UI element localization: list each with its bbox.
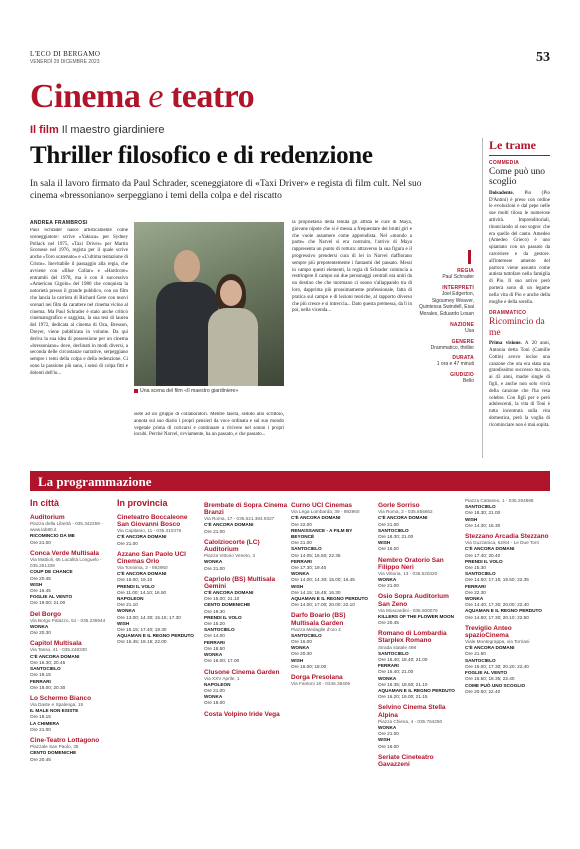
film-listing-title: COME PUÒ UNO SCOGLIO: [465, 682, 526, 688]
program-column: [30, 498, 114, 838]
film-listing-time: Ore 21.00: [204, 528, 225, 534]
film-listing-time: Ore 16.50; 18.35; 22.40: [465, 676, 515, 682]
film-listing-title: C'È ANCORA DOMANI: [204, 590, 254, 596]
program-area-title: In provincia: [117, 498, 168, 508]
sidebar-plots: [482, 138, 550, 458]
section-title-amp: e: [148, 78, 163, 115]
film-listing-title: AQUAMAN E IL REGNO PERDUTO: [378, 688, 455, 694]
article-body-col2: siete ad un gruppo di collaboratori. Mentre lasera, seduto allo scrittoio, annota sul suo diario i propri pensieri da voce ordinata e sul suo mondo vegetale prima di coricarsi e continuare a rivivere nel sonno i propri incubi. Perché Narvel, ovviamente, ha un passato, e che passato...: [134, 412, 284, 438]
film-listing-time: Ore 22.00: [291, 521, 312, 527]
sidebar-film-1: Come può uno scoglio: [489, 167, 545, 188]
program-area-title: In città: [30, 498, 60, 508]
film-listing-title: SANTOCIELO: [378, 650, 409, 656]
film-listing-time: Ore 14.00: [204, 633, 225, 639]
cinema-name: Treviglio Anteo spazioCinema: [465, 624, 512, 639]
film-listing-title: WISH: [117, 620, 130, 626]
program-column: [117, 498, 201, 838]
film-listing-time: Ore 16.00: [378, 546, 399, 552]
film-listing-title: WONKA: [291, 571, 310, 577]
film-listing-title: AQUAMAN E IL REGNO PERDUTO: [117, 633, 194, 639]
film-listing-title: WONKA: [204, 652, 223, 658]
film-listing-time: Ore 21.00: [30, 726, 51, 732]
film-listing-time: Ore 21.00: [30, 539, 51, 545]
cinema-address: Via Tasso, 41 - 035.248330: [30, 647, 87, 653]
film-listing-title: WONKA: [378, 675, 397, 681]
film-listing-title: CENTO DOMENICHE: [30, 750, 77, 756]
cinema-name: Capriolo (BS) Multisala Gemini: [204, 575, 276, 590]
film-listing-title: IL MALE NON ESISTE: [30, 708, 79, 714]
sidebar-title: Le trame: [489, 138, 536, 152]
cinema-name: Stezzano Arcadia Stezzano: [465, 533, 549, 541]
film-listing-time: Ore 21.10: [117, 602, 138, 608]
cinema-name: Costa Volpino Iride Vega: [204, 710, 280, 718]
film-listing-time: Ore 16.45; 19.15; 22.00: [117, 639, 167, 645]
section-title: [30, 80, 254, 114]
cinema-address: Via Mattioli, 65 Località Longuelo - 035.251339: [30, 556, 102, 569]
cinema-address: Via Borgo Palazzo, 51 - 035.236944: [30, 617, 106, 623]
film-listing-title: AQUAMAN E IL REGNO PERDUTO: [465, 608, 542, 614]
film-listing-title: CENTO DOMENICHE: [204, 602, 251, 608]
cinema-name: Cineteatro Boccaleone San Giovanni Bosco: [117, 513, 188, 529]
film-listing-time: Ore 16.30; 20.45: [30, 659, 66, 665]
film-listing-title: C'È ANCORA DOMANI: [117, 534, 167, 540]
cinema-name: Nembro Oratorio San Filippo Neri: [378, 556, 444, 571]
fact-item: [418, 285, 474, 318]
film-listing-title: WONKA: [378, 577, 397, 583]
photo-caption: Una scena del film «Il maestro giardiniere»: [134, 388, 284, 394]
cinema-address: Piazza Vittorio Veneto, 3: [204, 553, 255, 559]
film-listing-time: Ore 19.00; 21.00: [30, 600, 66, 606]
film-listing-title: PRENDI IL VOLO: [117, 583, 155, 589]
film-listing-time: Ore 16.35; 18.50; 21.10: [378, 681, 428, 687]
newspaper-name: L'ECO DI BERGAMO: [30, 50, 101, 58]
article-headline: Thriller filosofico e di redenzione: [30, 142, 373, 169]
cinema-address: Piazza Cattaneo, 1 - 035.294868: [465, 498, 534, 503]
film-listing-title: PRENDI IL VOLO: [204, 614, 242, 620]
film-listing-title: LA CHIMERA: [30, 720, 60, 726]
film-listing-time: Ore 21.00: [117, 540, 138, 546]
film-listing-title: SANTOCIELO: [291, 546, 322, 552]
fact-item: [418, 355, 474, 368]
film-listing-title: C'È ANCORA DOMANI: [465, 645, 515, 651]
factbox-marker: [468, 250, 471, 264]
programming-header: [30, 471, 550, 491]
film-listing-time: Ore 21.00: [378, 583, 399, 589]
film-listing-time: Ore 16.40; 21.00: [378, 669, 414, 675]
cinema-address: Via Daste e Spalenga, 15: [30, 702, 84, 708]
fact-value: 1 ora e 47 minuti: [436, 361, 474, 368]
film-listing-time: Ore 14.40; 17.30; 20.00; 22.40: [465, 602, 529, 608]
film-listing-title: FOGLIE AL VENTO: [465, 670, 508, 676]
article-body-col3: la proprietaria della tenuta gli affida le cure di Maya, giovane nipote che si è messa a frequentare dei brutti giri e che vuole assumere come apprendista. Nel «mondo a parte» che Narvel si era costruito, l'arrivo di Maya rappresenta un punto di rottura: attraverso la sua figura e il progressivo prendersi cura di lei in Narvel riaffiorano sempre più prepotentemente i fantasmi del passato. Messi in campo questi elementi, la regia di Schrader comincia a restringere il campo sui due personaggi centrali ora uniti da un destino che che mormano ci suono s'allappando tra di loro, dapprima più prossimamente professionale, fatta di pratica sul campo e di lezioni teoriche, al rapporto diverso che più cresce e si intreccia... Dato questa premessa, da lì in poi, nella vicenda...: [292, 220, 412, 314]
byline: ANDREA FRAMBROSI: [30, 220, 88, 226]
film-listing-title: WISH: [378, 540, 391, 546]
film-listing-title: NAPOLEON: [117, 596, 144, 602]
cinema-name: Darfo Boario (BS) Multisala Garden: [291, 612, 346, 627]
cinema-address: Piazza Chiesa, 4 - 035.764250: [378, 718, 443, 724]
film-listing-time: Ore 19.30: [204, 608, 225, 614]
film-listing-time: Ore 21.50: [465, 651, 486, 657]
film-listing-title: SANTOCIELO: [465, 657, 496, 663]
film-listing-time: Ore 21.00: [291, 540, 312, 546]
article-kicker: [30, 124, 165, 136]
film-listing-time: Ore 16.00: [378, 743, 399, 749]
cinema-name: Romano di Lombardia Starplex Romano: [378, 630, 447, 645]
film-listing-time: Ore 21.00: [204, 565, 225, 571]
film-listing-time: Ore 20.45: [378, 620, 399, 626]
fact-value: Bello: [462, 378, 474, 384]
film-listing-title: SANTOCIELO: [30, 666, 61, 672]
film-listing-title: SANTOCIELO: [204, 627, 235, 633]
kicker-label: Il film: [30, 124, 59, 136]
fact-value: Joel Edgerton, Sigourney Weaver, Quintessa Swindell, Esai Morales, Eduardo Losan: [418, 290, 474, 317]
cinema-address: Via XXV Aprile, 1: [204, 675, 240, 681]
masthead: [30, 50, 550, 70]
caption-square-icon: [134, 389, 138, 393]
film-listing-title: WISH: [465, 516, 478, 522]
cinema-name: Curno UCI Cinemas: [291, 502, 353, 509]
film-listing-title: SANTOCIELO: [291, 632, 322, 638]
film-listing-time: Ore 20.50; 22.40: [465, 688, 501, 694]
sidebar-plot-2: Prima visione. A 20 anni, Antonia detta Toni (Camille Cottin) avevo inciso una canzone che ora era stata una grandissimo successo ma ora, ai 43 anni, madre single di figli, e anche non solo vivrà della canzone che l'ha resa celebre. Con figli per e però adolescenti, la vita di Toni è tutta incentrata sulla vita domestica, però la voglia di ricominciare non è mai sopita.: [489, 341, 550, 428]
film-listing-title: FERRARI: [204, 639, 225, 645]
film-listing-time: Ore 16.00; 18.00: [291, 663, 327, 669]
film-listing-time: Ore 16.00; 19.10: [117, 577, 153, 583]
film-listing-time: Ore 16.45: [30, 587, 51, 593]
film-listing-title: WISH: [291, 657, 304, 663]
cinema-name: Dorga Presolana: [291, 674, 343, 682]
sidebar-genre-1: COMMEDIA: [489, 160, 520, 166]
cinema-address: Via Capitanio, 11 - 035.310376: [117, 528, 182, 534]
cinema-address: Via Tonnima, 2 - 892960: [117, 565, 168, 571]
cinema-address: Piazza della Libertà - 035.342259 - www.lab80.it: [30, 521, 103, 533]
article-subhead: In sala il lavoro firmato da Paul Schrader, sceneggiatore di «Taxi Driver» e regista di film cult. Nel suo cinema «bressoniano» serpeggiano i temi della colpa e del riscatto: [30, 179, 422, 202]
fact-label: REGIA: [457, 268, 474, 274]
film-listing-time: Ore 11.00; 14.10; 16.50: [117, 589, 167, 595]
section-title-a: Cinema: [30, 78, 141, 115]
sidebar-plot-1: Dolsadente. Pio (Pio D'Antini) è preso con ordine le evoluzioni e dal pepe nelle sue molti tilosa le numerose attività. Imprenditoriali, rinunciando al suo sogno: che era quello del canto. Amedeo (Amedeo Grieco) è uno spiantato con un passato da carceriere e da gestore. all'interesse amento del parroco viene assunto come autista tuttofare nella famiglia di Pio. Il suo arrivo però porterà sono di un legame nella vita di Pio e anche della moglie e della sorella.: [489, 190, 550, 305]
film-listing-time: Ore 21.00: [378, 521, 399, 527]
fact-label: GENERE: [451, 338, 474, 345]
film-listing-time: Ore 14.15; 16.45; 16.30: [291, 589, 341, 595]
film-listing-title: WONKA: [378, 724, 397, 730]
cinema-address: Via Roma, 17 - 035.621.384.9327: [204, 516, 275, 522]
cinema-name: Del Borgo: [30, 610, 62, 618]
cinema-address: Piazza Medaglie d'oro 2: [291, 626, 341, 632]
cinema-address: Via Guzzanica, 62/64 - Le Due Torri: [465, 540, 540, 546]
film-listing-title: C'È ANCORA DOMANI: [291, 515, 341, 521]
fact-item: [418, 339, 474, 352]
film-listing-time: Ore 14.05; 16.50; 22.35: [291, 552, 341, 558]
film-listing-title: FERRARI: [378, 663, 399, 669]
film-listing-title: COUP DE CHANCE: [30, 569, 73, 575]
page-number: 53: [536, 50, 550, 65]
program-column: [465, 498, 549, 838]
film-listing-time: Ore 14.30; 16.30: [465, 522, 501, 528]
film-listing-time: Ore 15.20: [204, 621, 225, 627]
film-listing-time: Ore 20.30: [291, 651, 312, 657]
cinema-address: Via Fantoni 18 - 0346.38406: [291, 681, 351, 687]
film-listing-title: WONKA: [204, 694, 223, 700]
film-listing-time: Ore 18.15: [30, 672, 51, 678]
film-listing-title: C'È ANCORA DOMANI: [30, 653, 80, 659]
film-still-photo: [134, 222, 284, 386]
fact-label: GIUDIZIO: [450, 372, 474, 378]
film-factbox: [418, 250, 474, 389]
fact-item: [418, 322, 474, 335]
film-listing-title: WONKA: [291, 645, 310, 651]
cinema-address: Via Roma, 2 - 035.656662: [378, 509, 433, 515]
film-listing-time: Ore 18.30; 21.00: [465, 510, 501, 516]
fact-item: [418, 268, 474, 281]
fact-value: Paul Schrader: [442, 274, 474, 280]
film-listing-time: Ore 21.00: [378, 731, 399, 737]
film-listing-time: Ore 14.50; 17.15; 19.50; 22.35: [465, 577, 529, 583]
sidebar-genre-2: DRAMMATICO: [489, 310, 527, 317]
film-listing-title: C'È ANCORA DOMANI: [204, 522, 254, 528]
cinema-name: Calolziocorte (LC) Auditorium: [204, 538, 260, 554]
fact-label: NAZIONE: [450, 321, 474, 328]
film-listing-time: Ore 18.50: [204, 645, 225, 651]
film-listing-time: Ore 15.00; 21.10: [204, 596, 240, 602]
program-column: [204, 498, 288, 838]
film-listing-time: Ore 20.45: [30, 756, 51, 762]
cinema-address: Via Moscardini - 035.500079: [378, 607, 438, 613]
cinema-name: Selvino Cinema Stella Alpina: [378, 704, 446, 719]
film-listing-time: Ore 15.30: [465, 564, 486, 570]
film-listing-title: FERRARI: [291, 558, 312, 564]
cinema-name: Cine-Teatro Lottagono: [30, 737, 100, 745]
film-listing-title: FOGLIE AL VENTO: [30, 594, 73, 600]
cinema-address: Piazzale San Paolo, 35: [30, 744, 79, 750]
film-listing-time: Ore 20.30: [30, 630, 51, 636]
kicker-text: Il maestro giardiniere: [61, 124, 165, 136]
film-listing-title: SANTOCIELO: [465, 504, 496, 510]
film-listing-title: SANTOCIELO: [465, 571, 496, 577]
film-listing-title: C'È ANCORA DOMANI: [117, 571, 167, 577]
cinema-name: Capitol Multisala: [30, 640, 82, 648]
film-listing-time: Ore 15.15; 17.40; 19.30: [117, 627, 167, 633]
program-column: [378, 498, 462, 838]
programming-title: La programmazione: [38, 474, 152, 489]
film-listing-time: Ore 16.40; 18.40; 21.00: [378, 657, 428, 663]
film-listing-time: Ore 20.45: [30, 575, 51, 581]
film-listing-title: WONKA: [117, 608, 136, 614]
film-listing-title: WISH: [291, 583, 304, 589]
cinema-name: Conca Verde Multisala: [30, 549, 99, 557]
film-listing-title: WISH: [378, 737, 391, 743]
film-listing-time: Ore 17.40; 20.40: [465, 552, 501, 558]
film-listing-time: Ore 18.00: [204, 700, 225, 706]
film-listing-title: WISH: [30, 581, 43, 587]
film-listing-time: Ore 16.00: [291, 639, 312, 645]
cinema-name: Azzano San Paolo UCI Cinemas Orio: [117, 550, 186, 565]
film-listing-title: WONKA: [204, 559, 223, 565]
film-listing-title: PRENDI IL VOLO: [465, 558, 503, 564]
cinema-name: Clusone Cinema Garden: [204, 668, 280, 676]
film-listing-time: Ore 14.00; 14.30; 15.00; 16.45: [291, 577, 355, 583]
film-listing-time: Ore 21.00: [204, 688, 225, 694]
fact-value: Usa: [465, 327, 474, 334]
cinema-name: Osio Sopra Auditorium San Zeno: [378, 593, 449, 608]
fact-item: [418, 372, 474, 385]
film-listing-title: C'È ANCORA DOMANI: [465, 546, 515, 552]
section-title-b: teatro: [170, 78, 255, 115]
film-listing-time: Ore 18.15: [30, 714, 51, 720]
film-listing-title: SANTOCIELO: [378, 527, 409, 533]
cinema-address: Strada statale 498: [378, 644, 417, 650]
fact-label: DURATA: [452, 355, 474, 362]
cinema-name: Gorle Sorriso: [378, 502, 420, 509]
film-listing-title: RICOMINCIO DA ME: [30, 533, 75, 539]
film-listing-time: Ore 16.20; 19.00; 21.15: [378, 694, 428, 700]
cinema-address: Via Lega Lombarda, 39 - 892960: [291, 509, 360, 515]
program-column: [291, 498, 375, 838]
film-listing-title: WONKA: [465, 595, 484, 601]
sidebar-film-2: Ricomincio da me: [489, 317, 545, 338]
film-listing-title: RENAISSANCE - A FILM BY BEYONCÉ: [291, 527, 353, 539]
film-listing-title: C'È ANCORA DOMANI: [378, 515, 428, 521]
cinema-address: Viale Montegrappa, via Torriani: [465, 639, 530, 645]
cinema-name: Seriate Cineteatro Gavazzeni: [378, 753, 434, 768]
film-listing-title: AQUAMAN E IL REGNO PERDUTO: [291, 595, 368, 601]
film-listing-time: Ore 18.00; 20.30: [30, 684, 66, 690]
issue-date: VENERDÌ 29 DICEMBRE 2023: [30, 59, 100, 65]
film-listing-time: Ore 14.50; 17.30; 20.10; 22.50: [465, 614, 529, 620]
fact-label: INTERPRETI: [442, 284, 474, 291]
film-listing-time: Ore 14.00; 17.00; 20.00; 22.10: [291, 602, 355, 608]
cinema-name: Brembate di Sopra Cinema Branzi: [204, 502, 288, 517]
film-listing-title: KILLERS OF THE FLOWER MOON: [378, 613, 455, 619]
film-listing-time: Ore 22.30: [465, 589, 486, 595]
film-listing-time: Ore 17.30; 19.40: [291, 564, 327, 570]
article-body-col1: Paul Schrader nasce artisticamente come sceneggiatore: scrive «Yakuza» per Sydney Pollack nel 1975, «Taxi Driver» per Martin Scorsese nel 1976, regista per il quale scrive anche «Toro scatenato» e «L'ultima tentazione di Cristo». Inevitabile il passaggio alla regia, che avviene con «Blue Collar» e «Hardcore» entrambi del 1978, ma è con il successivo «American Gigolo» del 1980 che conquista la notorietà presso il grande pubblico, con un film che lancia la carriera di Richard Gere con nuovi scenari nei film da carattere nel cinema vicino al cinema. Ma Paul Schrader è stato anche critico cinematografico e saggista, la sua tesi di laurea del 1972, dedicata al cinema di Ozu, Bresson, Dreyer, viene pubblicata in volume. Da qui deriva la sua idea di possessione per un cinema «bressoniano» dove, declinati in modi diversi, a seconda delle circostanze narrative, serpeggiano sempre i temi della colpa e della redenzione. Ci sono la passione più sana, i sensi di colpa fitti e dolenti dell'io...: [30, 228, 128, 376]
film-listing-title: WONKA: [30, 623, 49, 629]
fact-value: Drammatico, thriller: [430, 344, 474, 351]
cinema-name: Lo Schermo Bianco: [30, 694, 92, 702]
film-listing-title: FERRARI: [30, 678, 51, 684]
film-listing-time: Ore 16.00; 17.00: [204, 658, 240, 664]
cinema-name: Auditorium: [30, 513, 65, 521]
film-listing-time: Ore 18.30; 21.00: [378, 533, 414, 539]
film-listing-time: Ore 13.00; 14.30; 15.15; 17.30: [117, 614, 181, 620]
film-listing-time: Ore 15.00; 17.30; 20.20; 22.40: [465, 663, 529, 669]
cinema-address: Via Vittoria, 13 - 035.520420: [378, 570, 438, 576]
film-listing-title: NAPOLEON: [204, 681, 231, 687]
film-listing-title: FERRARI: [465, 583, 486, 589]
